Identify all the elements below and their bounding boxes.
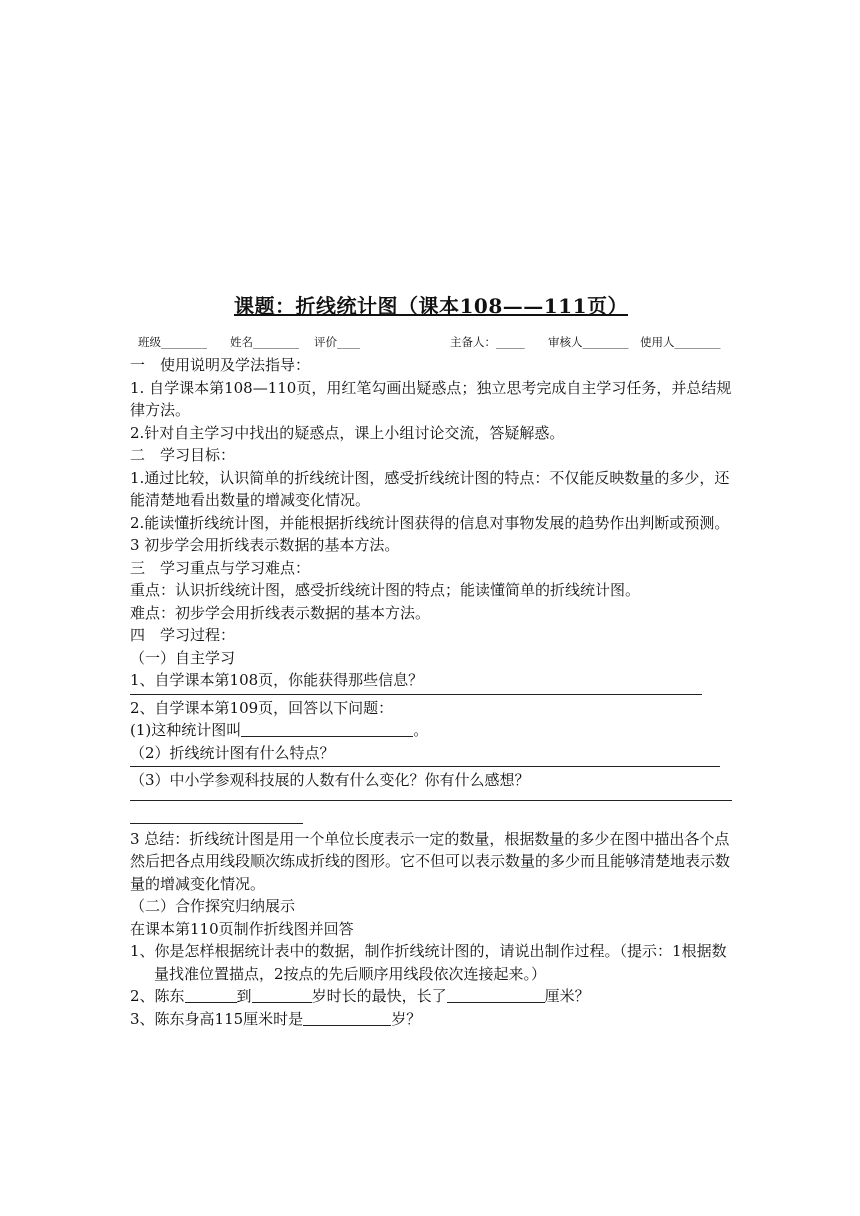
question-text: 厘米？ [544, 987, 590, 1005]
summary-paragraph: 3 总结：折线统计图是用一个单位长度表示一定的数量，根据数量的多少在图中描出各个点然后把各点用线段顺次练成折线的图形。它不但可以表示数量的多少而且能够清楚地表示数量的增减变化情况。 [130, 829, 731, 893]
blank-field[interactable] [252, 986, 312, 1003]
blank-field[interactable] [303, 1009, 391, 1026]
section-heading: 三 学习重点与学习难点： [130, 558, 311, 577]
subsection-heading: （二）合作探究归纳展示 [130, 897, 296, 915]
question: （3）中小学参观科技展的人数有什么变化？你有什么感想？ [130, 771, 530, 789]
blank-field[interactable] [185, 986, 237, 1003]
subsection-heading: （一）自主学习 [130, 648, 236, 667]
section-heading: 二 学习目标： [130, 446, 236, 464]
answer-line[interactable] [130, 823, 303, 824]
question-text: 到 [236, 987, 252, 1005]
question-fill-blank [130, 719, 732, 742]
question-fill-blank [130, 985, 732, 1008]
blank-field[interactable] [241, 720, 413, 737]
paragraph: 2.针对自主学习中找出的疑惑点，课上小组讨论交流，答疑解惑。 [130, 423, 565, 442]
question: 2、自学课本第109页，回答以下问题： [130, 698, 394, 717]
answer-line[interactable] [130, 694, 702, 695]
preparer-field: 主备人：_____ [450, 335, 525, 349]
evaluation-field: 评价____ [314, 335, 360, 349]
reviewer-field: 审核人________ [548, 335, 629, 349]
answer-line[interactable] [130, 766, 720, 767]
section-heading: 四 学习过程： [130, 626, 236, 644]
question: 1、自学课本第108页，你能获得那些信息？ [130, 671, 424, 689]
question-text: 3、陈东身高115厘米时是 [130, 1009, 304, 1028]
header-info-line [130, 334, 732, 352]
question-text: 2、陈东 [130, 987, 185, 1005]
question-fill-blank [130, 1008, 732, 1031]
name-field: 姓名________ [230, 335, 299, 349]
section-heading: 一 使用说明及学法指导： [130, 356, 311, 374]
paragraph: 3 初步学会用折线表示数据的基本方法。 [130, 536, 400, 554]
answer-line[interactable] [130, 800, 732, 801]
question-text: 岁？ [391, 1009, 422, 1028]
blank-field[interactable] [447, 986, 545, 1003]
page-title: 课题：折线统计图（课本108——111页） [234, 294, 628, 318]
paragraph: 重点：认识折线统计图，感受折线统计图的特点；能读懂简单的折线统计图。 [130, 581, 641, 599]
task-intro: 在课本第110页制作折线图并回答 [130, 919, 354, 938]
user-field: 使用人________ [640, 335, 721, 349]
question-text: 岁时长的最快，长了 [311, 987, 447, 1005]
question: （2）折线统计图有什么特点？ [130, 743, 335, 762]
question-text: (1)这种统计图叫 [130, 721, 242, 739]
worksheet-body [130, 354, 732, 1030]
question: 1、你是怎样根据统计表中的数据，制作折线统计图的，请说出制作过程。（提示：1根据数量找准位置描点，2按点的先后顺序用线段依次连接起来。） [130, 942, 727, 983]
paragraph: 1. 自学课本第108—110页，用红笔勾画出疑惑点；独立思考完成自主学习任务，并总结规律方法。 [130, 378, 732, 419]
paragraph: 1.通过比较，认识简单的折线统计图，感受折线统计图的特点：不仅能反映数量的多少，还能清楚地看出数量的增减变化情况。 [130, 468, 730, 509]
question-text: 。 [413, 721, 429, 739]
class-field: 班级________ [138, 335, 207, 349]
paragraph: 难点：初步学会用折线表示数据的基本方法。 [130, 603, 431, 622]
paragraph: 2.能读懂折线统计图，并能根据折线统计图获得的信息对事物发展的趋势作出判断或预测。 [130, 513, 730, 532]
